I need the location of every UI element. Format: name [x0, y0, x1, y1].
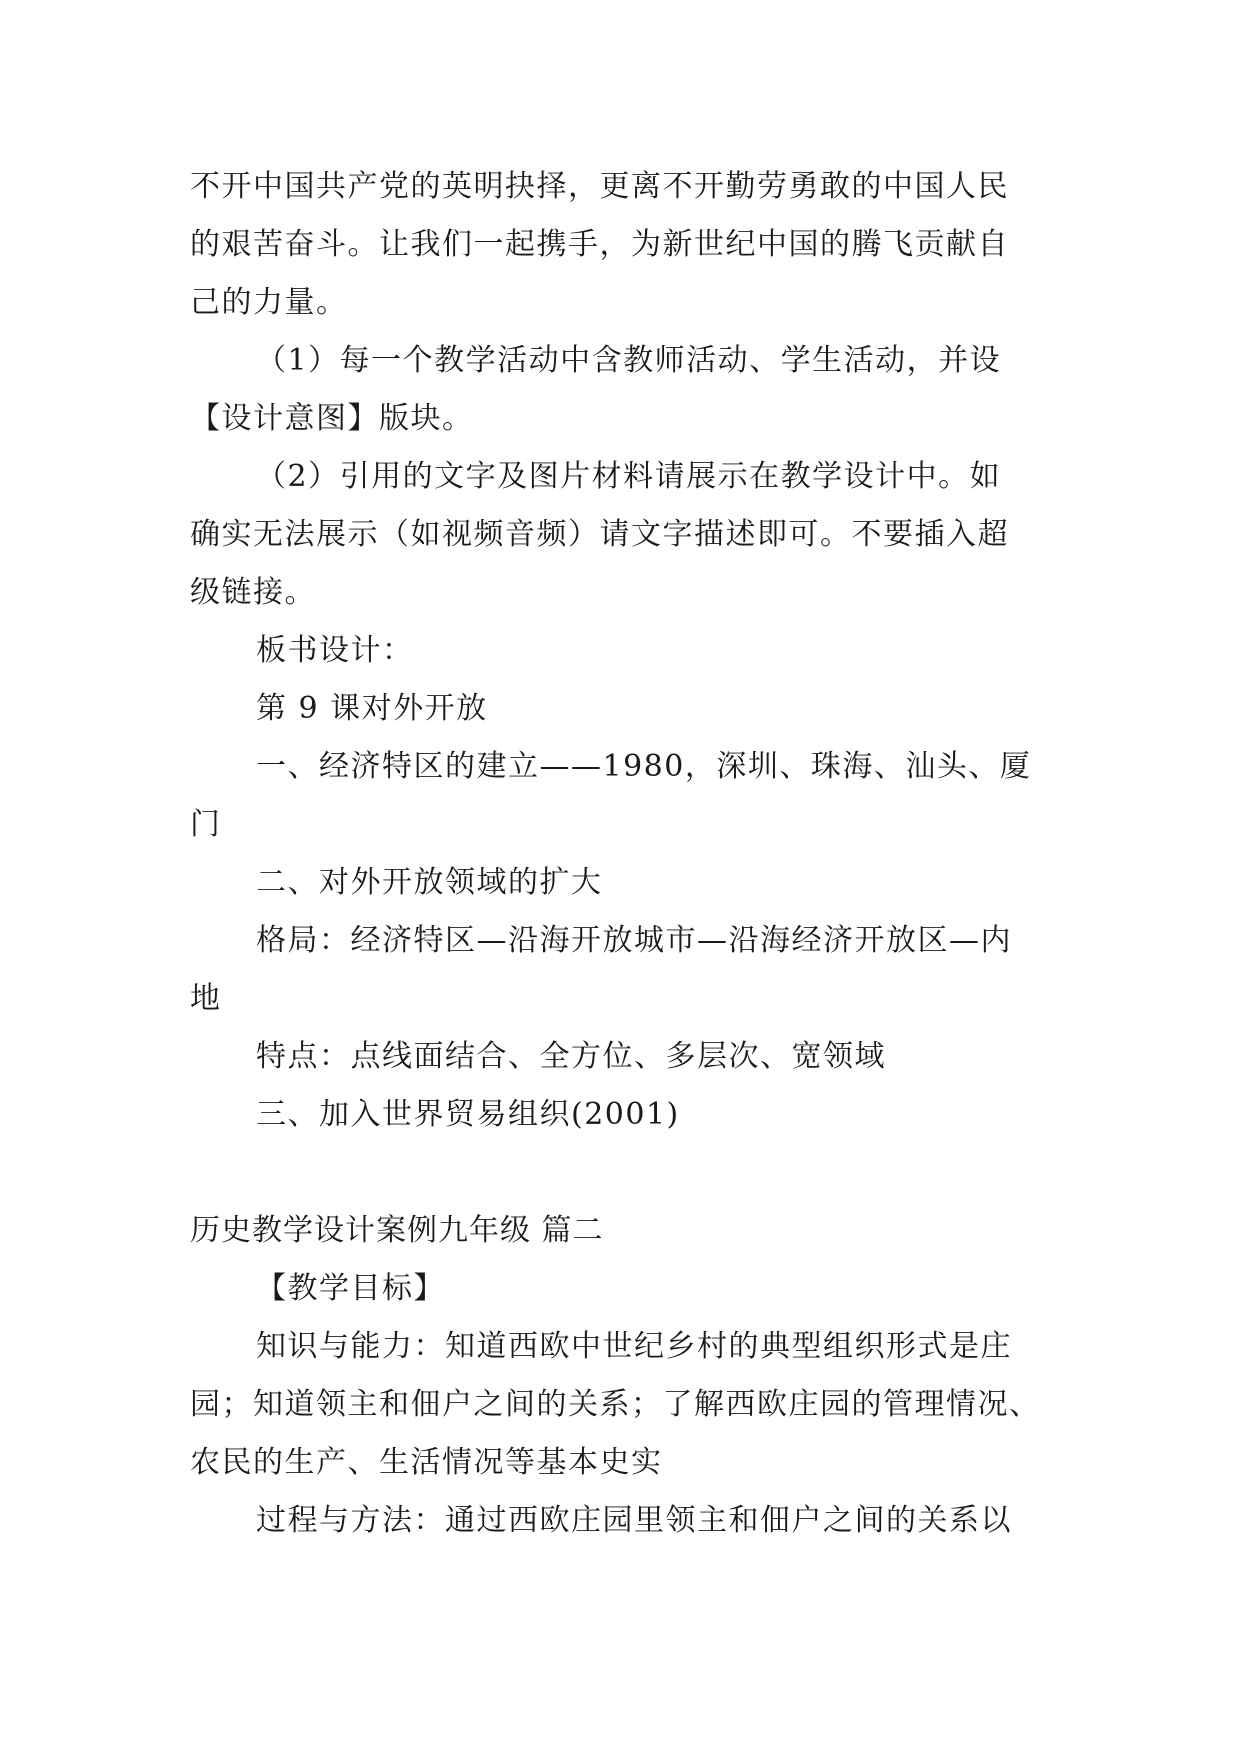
knowledge-line-1: 知识与能力：知道西欧中世纪乡村的典型组织形式是庄: [256, 1329, 1012, 1364]
knowledge-line-3: 农民的生产、生活情况等基本史实: [190, 1445, 663, 1480]
teaching-goals-heading: 【教学目标】: [256, 1271, 445, 1306]
note-1-line-2: 【设计意图】版块。: [190, 401, 474, 436]
section-one-line-1: 一、经济特区的建立——1980，深圳、珠海、汕头、厦: [256, 749, 1032, 784]
blackboard-design-heading: 板书设计：: [256, 633, 414, 668]
pattern-line-2: 地: [190, 981, 222, 1016]
process-method-line: 过程与方法：通过西欧庄园里领主和佃户之间的关系以: [256, 1503, 1012, 1538]
section-one-line-2: 门: [190, 807, 222, 842]
note-1-line-1: （1）每一个教学活动中含教师活动、学生活动，并设: [256, 343, 1002, 378]
knowledge-line-2: 园；知道领主和佃户之间的关系；了解西欧庄园的管理情况、: [190, 1387, 1041, 1422]
note-2-line-2: 确实无法展示（如视频音频）请文字描述即可。不要插入超: [190, 517, 1009, 552]
paragraph-line-3: 己的力量。: [190, 285, 348, 320]
pattern-line-1: 格局：经济特区—沿海开放城市—沿海经济开放区—内: [256, 923, 1012, 958]
note-2-line-1: （2）引用的文字及图片材料请展示在教学设计中。如: [256, 459, 1002, 494]
section-two: 二、对外开放领域的扩大: [256, 865, 603, 900]
note-2-line-3: 级链接。: [190, 575, 316, 610]
section-three: 三、加入世界贸易组织(2001): [256, 1097, 680, 1132]
article-heading: 历史教学设计案例九年级 篇二: [190, 1213, 604, 1248]
paragraph-line-1: 不开中国共产党的英明抉择，更离不开勤劳勇敢的中国人民: [190, 169, 1009, 204]
paragraph-line-2: 的艰苦奋斗。让我们一起携手，为新世纪中国的腾飞贡献自: [190, 227, 1009, 262]
characteristics-line: 特点：点线面结合、全方位、多层次、宽领域: [256, 1039, 886, 1074]
lesson-title: 第 9 课对外开放: [256, 691, 488, 726]
